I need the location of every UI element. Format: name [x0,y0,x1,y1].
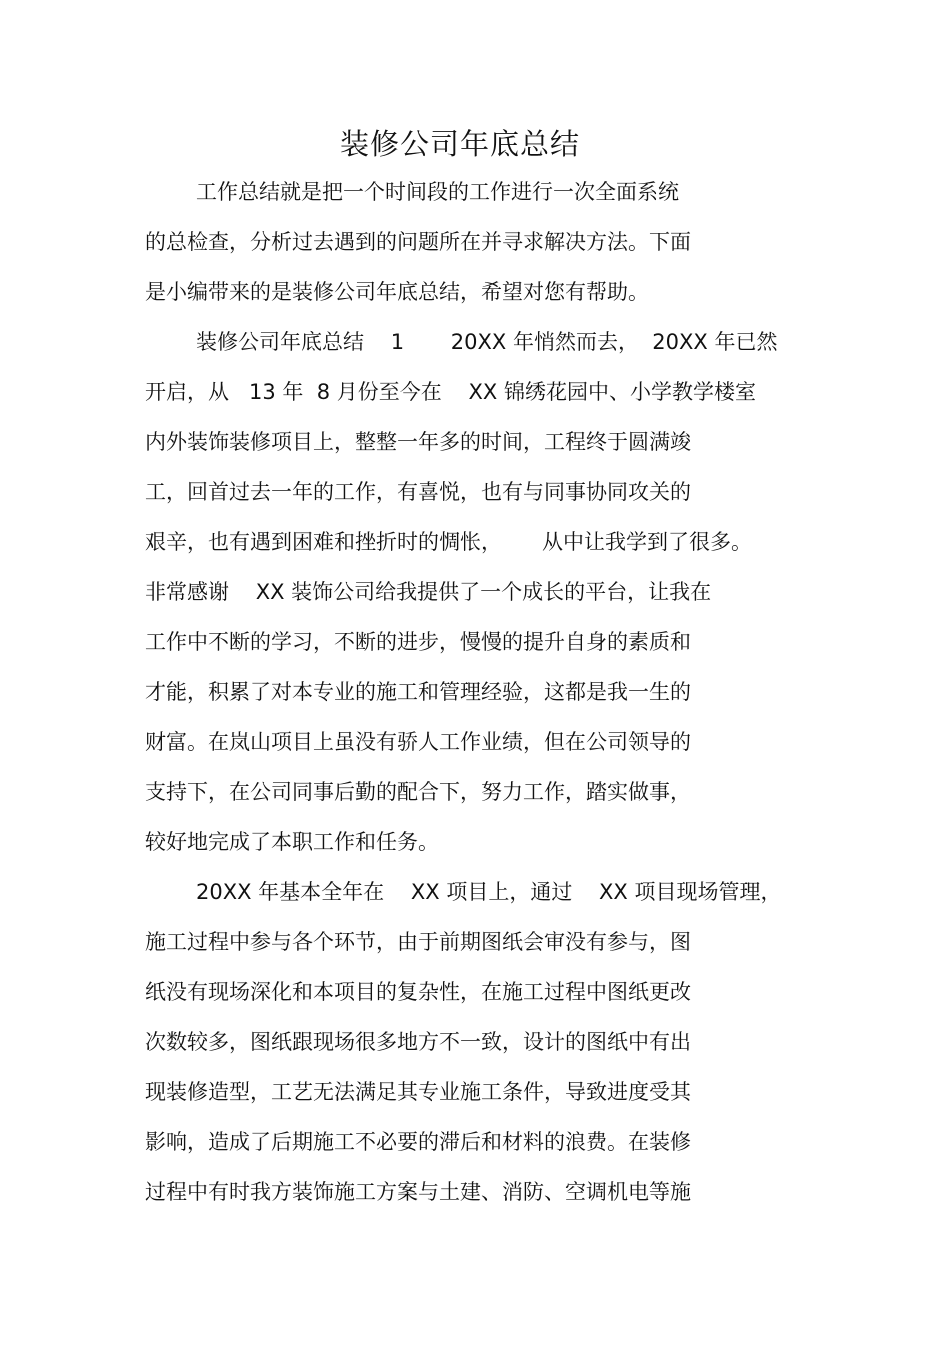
paragraph-line: 影响，造成了后期施工不必要的滞后和材料的浪费。在装修 [145,1130,691,1154]
paragraph-line: 开启，从 13 年 8 月份至今在 XX 锦绣花园中、小学教学楼室 [145,380,756,404]
paragraph-line: 才能，积累了对本专业的施工和管理经验，这都是我一生的 [145,680,691,704]
paragraph-line: 装修公司年底总结 1 20XX 年悄然而去， 20XX 年已然 [196,330,778,354]
document-title: 装修公司年底总结 [339,127,580,161]
paragraph-line: 是小编带来的是装修公司年底总结，希望对您有帮助。 [145,280,649,304]
paragraph-line: 财富。在岚山项目上虽没有骄人工作业绩，但在公司领导的 [145,730,691,754]
paragraph-line: 较好地完成了本职工作和任务。 [145,830,439,854]
paragraph-line: 现装修造型，工艺无法满足其专业施工条件，导致进度受其 [145,1080,691,1104]
paragraph-line: 工作总结就是把一个时间段的工作进行一次全面系统 [196,180,679,204]
paragraph-line: 纸没有现场深化和本项目的复杂性，在施工过程中图纸更改 [145,980,691,1004]
paragraph-line: 工作中不断的学习，不断的进步，慢慢的提升自身的素质和 [145,630,691,654]
paragraph-line: 过程中有时我方装饰施工方案与土建、消防、空调机电等施 [145,1180,691,1204]
paragraph-line: 非常感谢 XX 装饰公司给我提供了一个成长的平台，让我在 [145,580,712,604]
paragraph-line: 内外装饰装修项目上，整整一年多的时间，工程终于圆满竣 [145,430,691,454]
paragraph-line: 艰辛，也有遇到困难和挫折时的惆怅， 从中让我学到了很多。 [145,530,753,554]
paragraph-line: 工，回首过去一年的工作，有喜悦，也有与同事协同攻关的 [145,480,691,504]
paragraph-line: 次数较多，图纸跟现场很多地方不一致，设计的图纸中有出 [145,1030,691,1054]
paragraph-line: 20XX 年基本全年在 XX 项目上，通过 XX 项目现场管理， [196,880,782,904]
paragraph-line: 施工过程中参与各个环节，由于前期图纸会审没有参与，图 [145,930,691,954]
paragraph-line: 的总检查，分析过去遇到的问题所在并寻求解决方法。下面 [145,230,691,254]
paragraph-line: 支持下，在公司同事后勤的配合下，努力工作，踏实做事， [145,780,691,804]
